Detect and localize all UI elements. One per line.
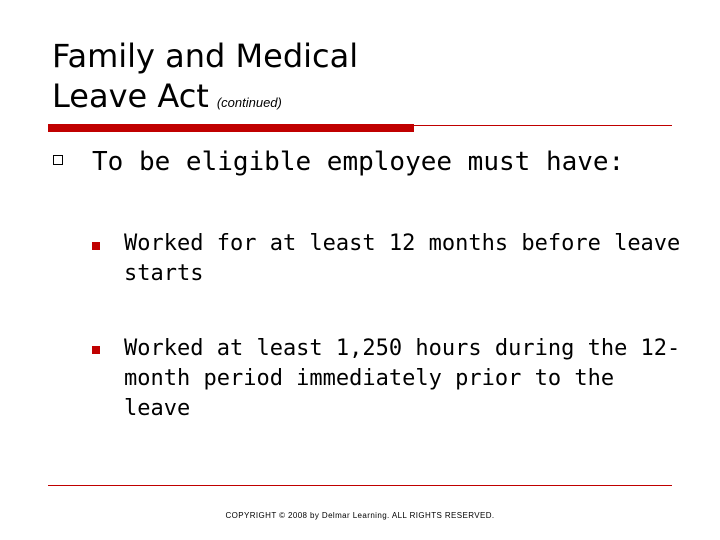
sub-bullet-text-1: Worked for at least 12 months before leave starts: [124, 231, 681, 286]
footer-divider-line: [48, 485, 672, 486]
bullet-text: To be eligible employee must have:: [92, 147, 625, 177]
filled-square-bullet-icon: [92, 346, 100, 354]
slide-title: [52, 36, 652, 123]
title-divider-line: [414, 125, 672, 126]
title-line-2-text: Leave Act: [52, 77, 209, 115]
title-line-2: [52, 76, 652, 123]
hollow-square-bullet-icon: [53, 155, 63, 165]
title-continued-label: (continued): [216, 95, 282, 110]
sub-bullet-text-2: Worked at least 1,250 hours during the 12-month period immediately prior to the leave: [124, 336, 681, 421]
title-line-1: Family and Medical: [52, 37, 359, 75]
filled-square-bullet-icon: [92, 242, 100, 250]
copyright-footer: COPYRIGHT © 2008 by Delmar Learning. ALL RIGHTS RESERVED.: [225, 511, 495, 520]
title-accent-bar: [48, 124, 414, 132]
